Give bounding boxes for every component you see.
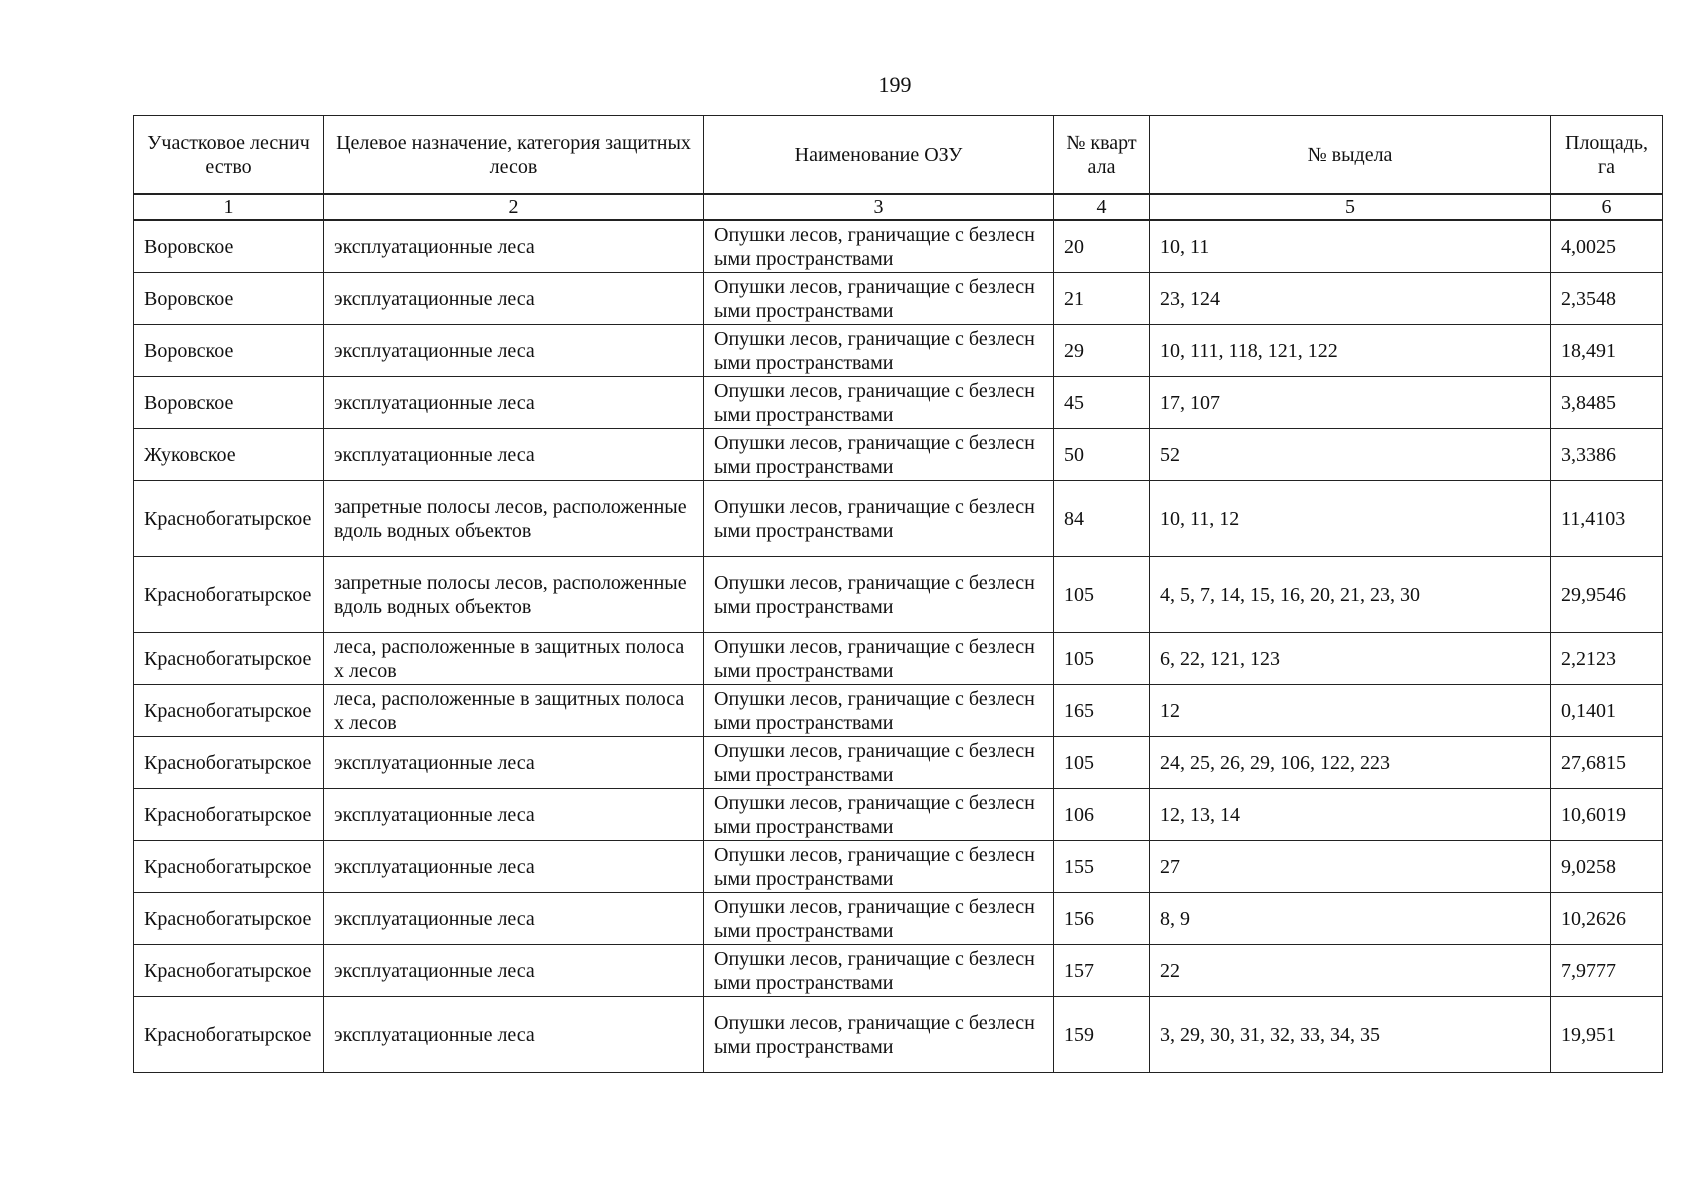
cell-forestry: Краснобогатырское	[134, 557, 324, 633]
cell-purpose: леса, расположенные в защитных полосах лесов	[324, 633, 704, 685]
cell-allotment: 4, 5, 7, 14, 15, 16, 20, 21, 23, 30	[1150, 557, 1551, 633]
cell-purpose: эксплуатационные леса	[324, 893, 704, 945]
cell-allotment: 10, 111, 118, 121, 122	[1150, 325, 1551, 377]
cell-quarter: 156	[1054, 893, 1150, 945]
cell-quarter: 21	[1054, 273, 1150, 325]
cell-allotment: 22	[1150, 945, 1551, 997]
cell-purpose: запретные полосы лесов, расположенные вдоль водных объектов	[324, 481, 704, 557]
cell-ozu-name: Опушки лесов, граничащие с безлесными пространствами	[704, 429, 1054, 481]
cell-purpose: эксплуатационные леса	[324, 789, 704, 841]
cell-area: 27,6815	[1551, 737, 1663, 789]
cell-ozu-name: Опушки лесов, граничащие с безлесными пространствами	[704, 789, 1054, 841]
table-row	[134, 737, 1663, 789]
cell-purpose: эксплуатационные леса	[324, 325, 704, 377]
table-row	[134, 841, 1663, 893]
column-number: 4	[1054, 194, 1150, 220]
cell-area: 10,6019	[1551, 789, 1663, 841]
header-area: Площадь, га	[1551, 116, 1663, 195]
cell-quarter: 45	[1054, 377, 1150, 429]
cell-ozu-name: Опушки лесов, граничащие с безлесными пространствами	[704, 325, 1054, 377]
cell-area: 10,2626	[1551, 893, 1663, 945]
cell-forestry: Краснобогатырское	[134, 789, 324, 841]
header-ozu-name: Наименование ОЗУ	[704, 116, 1054, 195]
table-row	[134, 945, 1663, 997]
cell-purpose: эксплуатационные леса	[324, 220, 704, 273]
cell-quarter: 105	[1054, 633, 1150, 685]
cell-quarter: 20	[1054, 220, 1150, 273]
header-purpose: Целевое назначение, категория защитных лесов	[324, 116, 704, 195]
column-number: 5	[1150, 194, 1551, 220]
cell-allotment: 27	[1150, 841, 1551, 893]
cell-allotment: 10, 11, 12	[1150, 481, 1551, 557]
cell-quarter: 105	[1054, 737, 1150, 789]
cell-quarter: 159	[1054, 997, 1150, 1073]
table-row	[134, 789, 1663, 841]
table-header-row	[134, 116, 1663, 195]
table-row	[134, 377, 1663, 429]
cell-area: 18,491	[1551, 325, 1663, 377]
cell-allotment: 10, 11	[1150, 220, 1551, 273]
cell-quarter: 155	[1054, 841, 1150, 893]
column-number: 1	[134, 194, 324, 220]
cell-forestry: Воровское	[134, 377, 324, 429]
cell-ozu-name: Опушки лесов, граничащие с безлесными пространствами	[704, 737, 1054, 789]
cell-ozu-name: Опушки лесов, граничащие с безлесными пространствами	[704, 377, 1054, 429]
cell-area: 4,0025	[1551, 220, 1663, 273]
cell-ozu-name: Опушки лесов, граничащие с безлесными пространствами	[704, 841, 1054, 893]
table-row	[134, 893, 1663, 945]
cell-ozu-name: Опушки лесов, граничащие с безлесными пространствами	[704, 633, 1054, 685]
cell-quarter: 106	[1054, 789, 1150, 841]
column-number: 3	[704, 194, 1054, 220]
table-row	[134, 273, 1663, 325]
cell-allotment: 23, 124	[1150, 273, 1551, 325]
table-row	[134, 557, 1663, 633]
header-allotment: № выдела	[1150, 116, 1551, 195]
table-row	[134, 685, 1663, 737]
cell-ozu-name: Опушки лесов, граничащие с безлесными пространствами	[704, 481, 1054, 557]
cell-area: 29,9546	[1551, 557, 1663, 633]
cell-forestry: Краснобогатырское	[134, 633, 324, 685]
cell-forestry: Краснобогатырское	[134, 893, 324, 945]
cell-ozu-name: Опушки лесов, граничащие с безлесными пространствами	[704, 273, 1054, 325]
cell-purpose: запретные полосы лесов, расположенные вдоль водных объектов	[324, 557, 704, 633]
table-row	[134, 633, 1663, 685]
cell-area: 2,3548	[1551, 273, 1663, 325]
cell-ozu-name: Опушки лесов, граничащие с безлесными пространствами	[704, 997, 1054, 1073]
cell-ozu-name: Опушки лесов, граничащие с безлесными пространствами	[704, 220, 1054, 273]
cell-forestry: Краснобогатырское	[134, 481, 324, 557]
cell-forestry: Жуковское	[134, 429, 324, 481]
cell-purpose: эксплуатационные леса	[324, 429, 704, 481]
cell-area: 19,951	[1551, 997, 1663, 1073]
cell-allotment: 3, 29, 30, 31, 32, 33, 34, 35	[1150, 997, 1551, 1073]
cell-ozu-name: Опушки лесов, граничащие с безлесными пространствами	[704, 893, 1054, 945]
cell-purpose: эксплуатационные леса	[324, 737, 704, 789]
cell-forestry: Краснобогатырское	[134, 945, 324, 997]
cell-area: 3,3386	[1551, 429, 1663, 481]
cell-area: 0,1401	[1551, 685, 1663, 737]
cell-quarter: 165	[1054, 685, 1150, 737]
cell-allotment: 12	[1150, 685, 1551, 737]
cell-ozu-name: Опушки лесов, граничащие с безлесными пространствами	[704, 685, 1054, 737]
cell-allotment: 8, 9	[1150, 893, 1551, 945]
table-row	[134, 325, 1663, 377]
table-column-numbers-row	[134, 194, 1663, 220]
cell-allotment: 6, 22, 121, 123	[1150, 633, 1551, 685]
table-body	[134, 220, 1663, 1073]
cell-purpose: леса, расположенные в защитных полосах лесов	[324, 685, 704, 737]
cell-area: 3,8485	[1551, 377, 1663, 429]
header-quarter: № квартала	[1054, 116, 1150, 195]
cell-allotment: 12, 13, 14	[1150, 789, 1551, 841]
cell-forestry: Краснобогатырское	[134, 997, 324, 1073]
ozu-table	[133, 115, 1663, 1073]
cell-ozu-name: Опушки лесов, граничащие с безлесными пространствами	[704, 945, 1054, 997]
cell-quarter: 29	[1054, 325, 1150, 377]
cell-allotment: 17, 107	[1150, 377, 1551, 429]
cell-forestry: Воровское	[134, 273, 324, 325]
cell-area: 11,4103	[1551, 481, 1663, 557]
cell-area: 9,0258	[1551, 841, 1663, 893]
column-number: 6	[1551, 194, 1663, 220]
cell-purpose: эксплуатационные леса	[324, 997, 704, 1073]
table-row	[134, 481, 1663, 557]
table-row	[134, 429, 1663, 481]
cell-purpose: эксплуатационные леса	[324, 841, 704, 893]
cell-quarter: 84	[1054, 481, 1150, 557]
cell-ozu-name: Опушки лесов, граничащие с безлесными пространствами	[704, 557, 1054, 633]
cell-quarter: 105	[1054, 557, 1150, 633]
cell-area: 7,9777	[1551, 945, 1663, 997]
cell-forestry: Краснобогатырское	[134, 737, 324, 789]
cell-forestry: Краснобогатырское	[134, 841, 324, 893]
cell-quarter: 157	[1054, 945, 1150, 997]
cell-forestry: Краснобогатырское	[134, 685, 324, 737]
cell-purpose: эксплуатационные леса	[324, 945, 704, 997]
cell-purpose: эксплуатационные леса	[324, 377, 704, 429]
cell-forestry: Воровское	[134, 220, 324, 273]
column-number: 2	[324, 194, 704, 220]
table-row	[134, 997, 1663, 1073]
cell-quarter: 50	[1054, 429, 1150, 481]
cell-area: 2,2123	[1551, 633, 1663, 685]
cell-allotment: 24, 25, 26, 29, 106, 122, 223	[1150, 737, 1551, 789]
table-row	[134, 220, 1663, 273]
header-forestry: Участковое лесничество	[134, 116, 324, 195]
cell-purpose: эксплуатационные леса	[324, 273, 704, 325]
cell-forestry: Воровское	[134, 325, 324, 377]
page-number: 199	[878, 72, 912, 97]
cell-allotment: 52	[1150, 429, 1551, 481]
